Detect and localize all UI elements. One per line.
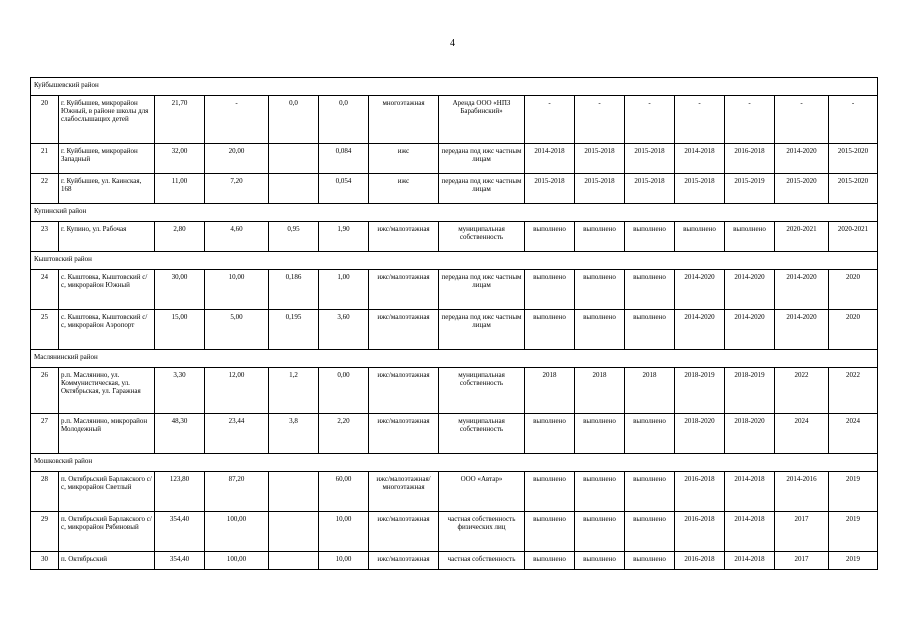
cell-area-total: 11,00 (155, 174, 205, 204)
cell-land-status: Аренда ООО «НПЗ Барабинский» (439, 96, 525, 144)
cell-stage-2: 2018 (575, 368, 625, 414)
cell-stage-2: выполнено (575, 472, 625, 512)
cell-building-type: ижс/малоэтажная (369, 222, 439, 252)
cell-building-type: ижс (369, 174, 439, 204)
cell-stage-7: 2019 (829, 552, 878, 570)
cell-area-3 (269, 174, 319, 204)
cell-stage-2: выполнено (575, 512, 625, 552)
table-row (31, 552, 878, 570)
cell-building-type: ижс/малоэтажная (369, 552, 439, 570)
cell-area-2: 87,20 (205, 472, 269, 512)
cell-stage-1: 2014-2018 (525, 144, 575, 174)
cell-area-4: 2,20 (319, 414, 369, 454)
cell-area-2: 5,00 (205, 310, 269, 350)
cell-stage-4: 2016-2018 (675, 512, 725, 552)
cell-area-total: 30,00 (155, 270, 205, 310)
cell-stage-7: 2024 (829, 414, 878, 454)
cell-land-status: передана под ижс частным лицам (439, 174, 525, 204)
cell-site-location: п. Октябрьский (59, 552, 155, 570)
cell-stage-3: выполнено (625, 512, 675, 552)
cell-site-location: г. Куйбышев, ул. Каинская, 168 (59, 174, 155, 204)
cell-stage-4: 2016-2018 (675, 552, 725, 570)
cell-stage-3: выполнено (625, 472, 675, 512)
cell-area-total: 3,30 (155, 368, 205, 414)
cell-stage-3: выполнено (625, 222, 675, 252)
cell-stage-2: выполнено (575, 552, 625, 570)
cell-stage-2: 2015-2018 (575, 144, 625, 174)
cell-area-2: 10,00 (205, 270, 269, 310)
cell-area-3: 0,95 (269, 222, 319, 252)
cell-stage-4: 2014-2020 (675, 310, 725, 350)
district-section-row (31, 252, 878, 270)
cell-area-4: 3,60 (319, 310, 369, 350)
cell-stage-1: 2018 (525, 368, 575, 414)
cell-area-total: 123,80 (155, 472, 205, 512)
cell-area-3 (269, 472, 319, 512)
cell-stage-7: 2015-2020 (829, 144, 878, 174)
cell-stage-3: 2015-2018 (625, 174, 675, 204)
cell-stage-5: 2014-2018 (725, 552, 775, 570)
cell-land-status: муниципальная собственность (439, 368, 525, 414)
cell-row-number: 27 (31, 414, 59, 454)
district-title: Мошковский район (31, 454, 878, 472)
cell-stage-7: 2015-2020 (829, 174, 878, 204)
table-row (31, 270, 878, 310)
cell-area-4: 60,00 (319, 472, 369, 512)
cell-area-total: 15,00 (155, 310, 205, 350)
cell-land-status: муниципальная собственность (439, 222, 525, 252)
cell-stage-6: 2014-2020 (775, 270, 829, 310)
cell-row-number: 29 (31, 512, 59, 552)
housing-sites-table (30, 77, 878, 570)
cell-site-location: с. Кыштовка, Кыштовский с/с, микрорайон Южный (59, 270, 155, 310)
cell-stage-7: 2022 (829, 368, 878, 414)
cell-area-3: 0,0 (269, 96, 319, 144)
cell-stage-2: 2015-2018 (575, 174, 625, 204)
district-section-row (31, 350, 878, 368)
cell-stage-3: выполнено (625, 414, 675, 454)
cell-stage-2: выполнено (575, 222, 625, 252)
district-title: Купинский район (31, 204, 878, 222)
cell-area-total: 354,40 (155, 552, 205, 570)
district-section-row (31, 78, 878, 96)
cell-building-type: ижс/малоэтажная (369, 512, 439, 552)
cell-stage-6: 2020-2021 (775, 222, 829, 252)
cell-building-type: многоэтажная (369, 96, 439, 144)
cell-area-total: 21,70 (155, 96, 205, 144)
cell-area-total: 32,00 (155, 144, 205, 174)
cell-stage-3: выполнено (625, 552, 675, 570)
cell-stage-1: 2015-2018 (525, 174, 575, 204)
cell-area-3 (269, 552, 319, 570)
cell-stage-5: 2014-2018 (725, 472, 775, 512)
cell-row-number: 25 (31, 310, 59, 350)
cell-stage-3: 2015-2018 (625, 144, 675, 174)
table-row (31, 144, 878, 174)
cell-stage-3: - (625, 96, 675, 144)
cell-area-3 (269, 144, 319, 174)
cell-site-location: п. Октябрьский Барлакского с/с, микрорайон Светлый (59, 472, 155, 512)
cell-area-2: - (205, 96, 269, 144)
cell-land-status: ООО «Автар» (439, 472, 525, 512)
cell-stage-6: 2014-2020 (775, 144, 829, 174)
cell-stage-5: 2014-2020 (725, 310, 775, 350)
cell-area-4: 0,00 (319, 368, 369, 414)
cell-stage-5: выполнено (725, 222, 775, 252)
cell-stage-1: выполнено (525, 270, 575, 310)
cell-area-4: 10,00 (319, 512, 369, 552)
cell-stage-5: 2014-2020 (725, 270, 775, 310)
cell-area-total: 354,40 (155, 512, 205, 552)
cell-area-3: 0,186 (269, 270, 319, 310)
cell-stage-6: 2015-2020 (775, 174, 829, 204)
cell-land-status: передана под ижс частным лицам (439, 144, 525, 174)
cell-stage-5: 2014-2018 (725, 512, 775, 552)
cell-stage-2: выполнено (575, 310, 625, 350)
district-title: Куйбышевский район (31, 78, 878, 96)
cell-area-4: 1,90 (319, 222, 369, 252)
cell-building-type: ижс/малоэтажная (369, 270, 439, 310)
cell-stage-1: - (525, 96, 575, 144)
cell-area-total: 2,80 (155, 222, 205, 252)
cell-stage-6: 2017 (775, 512, 829, 552)
cell-stage-5: 2018-2019 (725, 368, 775, 414)
cell-stage-7: 2020 (829, 310, 878, 350)
cell-stage-6: 2024 (775, 414, 829, 454)
cell-area-2: 100,00 (205, 512, 269, 552)
cell-area-3: 3,8 (269, 414, 319, 454)
cell-land-status: муниципальная собственность (439, 414, 525, 454)
cell-area-2: 100,00 (205, 552, 269, 570)
cell-area-3 (269, 512, 319, 552)
table-row (31, 368, 878, 414)
district-title: Кыштовский район (31, 252, 878, 270)
cell-stage-6: - (775, 96, 829, 144)
cell-area-4: 1,00 (319, 270, 369, 310)
cell-stage-3: выполнено (625, 310, 675, 350)
cell-stage-4: 2014-2018 (675, 144, 725, 174)
cell-stage-1: выполнено (525, 414, 575, 454)
cell-site-location: с. Кыштовка, Кыштовский с/с, микрорайон Аэропорт (59, 310, 155, 350)
cell-stage-6: 2014-2020 (775, 310, 829, 350)
cell-building-type: ижс/малоэтажная/многоэтажная (369, 472, 439, 512)
cell-land-status: передана под ижс частным лицам (439, 270, 525, 310)
cell-building-type: ижс/малоэтажная (369, 310, 439, 350)
cell-site-location: р.п. Маслянино, микрорайон Молодежный (59, 414, 155, 454)
cell-stage-1: выполнено (525, 552, 575, 570)
cell-stage-3: выполнено (625, 270, 675, 310)
cell-row-number: 23 (31, 222, 59, 252)
table-row (31, 96, 878, 144)
cell-area-3: 0,195 (269, 310, 319, 350)
cell-site-location: р.п. Маслянино, ул. Коммунистическая, ул. Октябрьская, ул. Гаражная (59, 368, 155, 414)
cell-stage-6: 2022 (775, 368, 829, 414)
cell-stage-5: - (725, 96, 775, 144)
cell-area-4: 0,054 (319, 174, 369, 204)
cell-stage-3: 2018 (625, 368, 675, 414)
cell-stage-5: 2015-2019 (725, 174, 775, 204)
table-row (31, 310, 878, 350)
cell-stage-7: 2020-2021 (829, 222, 878, 252)
cell-building-type: ижс/малоэтажная (369, 368, 439, 414)
cell-land-status: частная собственность физических лиц (439, 512, 525, 552)
cell-stage-6: 2014-2016 (775, 472, 829, 512)
cell-stage-1: выполнено (525, 222, 575, 252)
cell-stage-4: 2014-2020 (675, 270, 725, 310)
cell-area-2: 20,00 (205, 144, 269, 174)
cell-area-4: 10,00 (319, 552, 369, 570)
cell-row-number: 20 (31, 96, 59, 144)
table-row (31, 414, 878, 454)
table-row (31, 222, 878, 252)
cell-row-number: 26 (31, 368, 59, 414)
cell-row-number: 24 (31, 270, 59, 310)
cell-stage-6: 2017 (775, 552, 829, 570)
cell-area-4: 0,0 (319, 96, 369, 144)
cell-row-number: 21 (31, 144, 59, 174)
cell-land-status: частная собственность (439, 552, 525, 570)
cell-stage-2: выполнено (575, 270, 625, 310)
cell-stage-7: 2019 (829, 472, 878, 512)
district-section-row (31, 204, 878, 222)
cell-area-3: 1,2 (269, 368, 319, 414)
district-title: Маслянинский район (31, 350, 878, 368)
cell-stage-5: 2016-2018 (725, 144, 775, 174)
cell-stage-4: 2016-2018 (675, 472, 725, 512)
cell-stage-4: - (675, 96, 725, 144)
cell-site-location: г. Куйбышев, микрорайон Западный (59, 144, 155, 174)
table-row (31, 174, 878, 204)
cell-stage-2: - (575, 96, 625, 144)
cell-stage-4: 2018-2019 (675, 368, 725, 414)
cell-row-number: 30 (31, 552, 59, 570)
cell-stage-1: выполнено (525, 512, 575, 552)
cell-area-2: 12,00 (205, 368, 269, 414)
cell-stage-4: 2018-2020 (675, 414, 725, 454)
cell-site-location: г. Купино, ул. Рабочая (59, 222, 155, 252)
district-section-row (31, 454, 878, 472)
page-number: 4 (450, 38, 455, 49)
cell-area-2: 7,20 (205, 174, 269, 204)
cell-stage-7: 2020 (829, 270, 878, 310)
cell-area-2: 4,60 (205, 222, 269, 252)
cell-site-location: п. Октябрьский Барлакского с/с, микрорайон Рябиновый (59, 512, 155, 552)
cell-stage-7: 2019 (829, 512, 878, 552)
table-row (31, 472, 878, 512)
cell-stage-4: 2015-2018 (675, 174, 725, 204)
cell-area-2: 23,44 (205, 414, 269, 454)
cell-stage-7: - (829, 96, 878, 144)
cell-site-location: г. Куйбышев, микрорайон Южный, в районе школы для слабослышащих детей (59, 96, 155, 144)
cell-stage-2: выполнено (575, 414, 625, 454)
cell-stage-1: выполнено (525, 310, 575, 350)
cell-building-type: ижс/малоэтажная (369, 414, 439, 454)
cell-row-number: 28 (31, 472, 59, 512)
cell-stage-1: выполнено (525, 472, 575, 512)
cell-building-type: ижс (369, 144, 439, 174)
cell-area-total: 48,30 (155, 414, 205, 454)
cell-land-status: передана под ижс частным лицам (439, 310, 525, 350)
cell-row-number: 22 (31, 174, 59, 204)
cell-area-4: 0,084 (319, 144, 369, 174)
cell-stage-5: 2018-2020 (725, 414, 775, 454)
cell-stage-4: выполнено (675, 222, 725, 252)
table-row (31, 512, 878, 552)
